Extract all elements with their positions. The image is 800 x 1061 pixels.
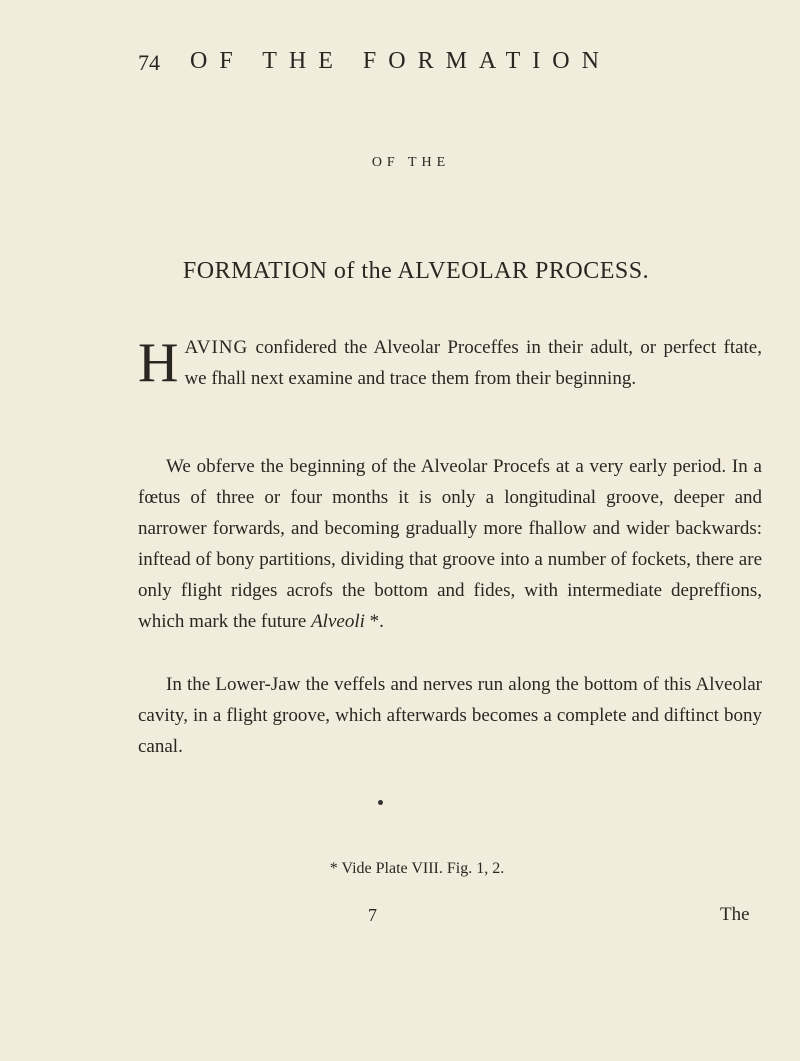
section-pre-heading: OF THE [371, 155, 451, 170]
paragraph-1 [138, 332, 762, 394]
paragraph-2-footnote-ref: *. [364, 611, 384, 632]
paragraph-1-opening: AVING [184, 337, 249, 358]
running-title: OF THE FORMATION [190, 48, 611, 74]
footnote: * Vide Plate VIII. Fig. 1, 2. [329, 860, 505, 877]
ink-spot [378, 800, 383, 805]
page-number: 74 [138, 50, 160, 75]
paragraph-2-italic: Alveoli [311, 611, 365, 632]
paragraph-3 [138, 669, 762, 762]
paragraph-2-text: We obferve the beginning of the Alveolar Procefs at a very early period. In a fœtus of three or four months it is only a longitudinal groove, deeper and narrower forwards, and becoming gradually more fhallow and wider backwards: inftead of bony partitions, dividing that groove into a number of fockets, there are only flight ridges acrofs the bottom and fides, with intermediate depreffions, which mark the future [138, 456, 762, 632]
catchword: The [720, 904, 750, 925]
drop-cap: H [138, 332, 179, 394]
section-heading: FORMATION of the ALVEOLAR PROCESS. [182, 258, 650, 284]
paragraph-1-text: confidered the Alveolar Proceffes in their adult, or perfect ftate, we fhall next examine and trace them from their beginning. [184, 337, 762, 389]
signature-mark: 7 [368, 905, 377, 925]
paragraph-3-text: In the Lower-Jaw the veffels and nerves run along the bottom of this Alveolar cavity, in a flight groove, which afterwards becomes a complete and diftinct bony canal. [138, 674, 762, 757]
running-head [138, 50, 758, 90]
paragraph-2 [138, 451, 762, 637]
